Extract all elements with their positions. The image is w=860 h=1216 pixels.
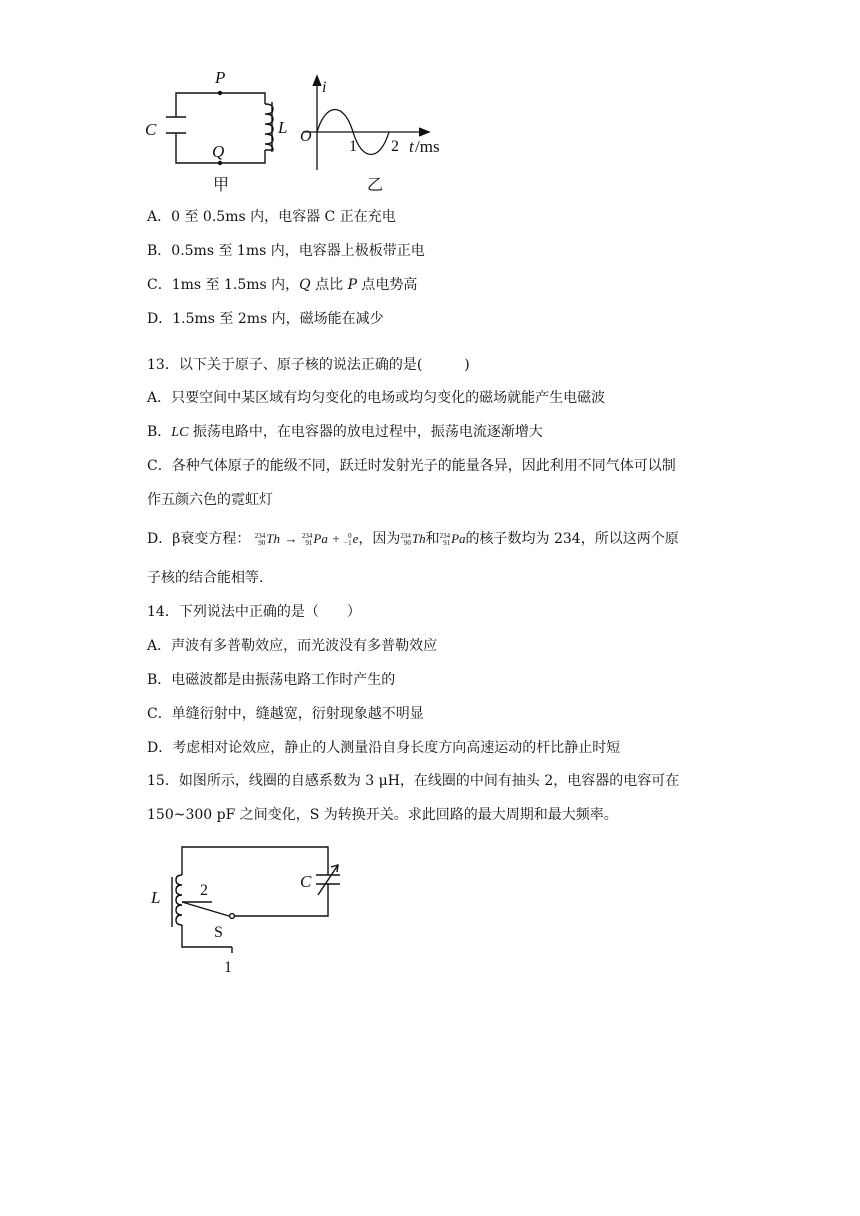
caption-jia: 甲 <box>213 177 230 194</box>
nuclide-pa-2: 234 91 Pa <box>439 531 466 548</box>
q13-stem: 13．以下关于原子、原子核的说法正确的是( ) <box>147 357 470 373</box>
q14-option-c: C．单缝衍射中，缝越宽，衍射现象越不明显 <box>147 706 424 722</box>
q12-option-c: C．1ms 至 1.5ms 内，Q 点比 P 点电势高 <box>147 277 418 293</box>
graph-tick-1: 1 <box>349 138 357 155</box>
label-terminal-1: 1 <box>224 959 232 976</box>
caption-yi: 乙 <box>367 177 384 194</box>
q13-option-b: B．LC 振荡电路中，在电容器的放电过程中，振荡电流逐渐增大 <box>147 424 543 440</box>
graph-label-unit: /ms <box>415 137 440 156</box>
label-l: L <box>151 888 161 907</box>
graph-label-t: t <box>409 137 414 156</box>
node-p <box>218 91 222 95</box>
nuclide-pa: 234 91 Pa <box>301 531 328 548</box>
graph-label-o: O <box>300 128 312 145</box>
label-c: C <box>145 120 157 139</box>
q13-option-d-line1: D．β衰变方程： 234 90 Th → 234 91 Pa + 0 −1 e，因为 234 90 Th和 234 91 Pa的核子数均为 234，所以这两个原 <box>147 531 679 548</box>
q14-option-d: D．考虑相对论效应，静止的人测量沿自身长度方向高速运动的杆比静止时短 <box>147 740 621 756</box>
q13-option-a: A．只要空间中某区域有均匀变化的电场或均匀变化的磁场就能产生电磁波 <box>147 390 606 406</box>
q13-option-c-line1: C．各种气体原子的能级不同，跃迁时发射光子的能量各异，因此利用不同气体可以制 <box>147 458 676 474</box>
label-tap-2: 2 <box>200 882 208 899</box>
q14-option-a: A．声波有多普勒效应，而光波没有多普勒效应 <box>147 638 438 654</box>
graph-label-i: i <box>322 79 327 96</box>
q12-option-d: D．1.5ms 至 2ms 内，磁场能在减少 <box>147 311 384 327</box>
label-p: P <box>215 68 226 87</box>
switch-circuit-figure <box>140 835 370 980</box>
q15-line2: 150~300 pF 之间变化，S 为转换开关。求此回路的最大周期和最大频率。 <box>147 807 618 823</box>
q14-stem: 14．下列说法中正确的是（ ） <box>147 604 361 620</box>
label-switch-s: S <box>214 924 223 941</box>
q13-option-d-line2: 子核的结合能相等. <box>147 570 264 586</box>
label-l: L <box>278 118 288 137</box>
lc-circuit-figure <box>140 62 450 197</box>
q13-option-c-line2: 作五颜六色的霓虹灯 <box>147 492 273 508</box>
nuclide-th-2: 234 90 Th <box>400 531 426 548</box>
electron: 0 −1 e <box>344 531 359 548</box>
graph-tick-2: 2 <box>391 138 399 155</box>
q14-option-b: B．电磁波都是由振荡电路工作时产生的 <box>147 672 396 688</box>
node-q <box>218 161 222 165</box>
label-c: C <box>300 872 312 891</box>
q15-line1: 15．如图所示，线圈的自感系数为 3 μH，在线圈的中间有抽头 2，电容器的电容可在 <box>147 773 680 789</box>
nuclide-th: 234 90 Th <box>254 531 281 548</box>
q12-option-b: B．0.5ms 至 1ms 内，电容器上极板带正电 <box>147 243 425 259</box>
q12-option-a: A．0 至 0.5ms 内，电容器 C 正在充电 <box>147 209 396 225</box>
label-q: Q <box>212 142 225 161</box>
